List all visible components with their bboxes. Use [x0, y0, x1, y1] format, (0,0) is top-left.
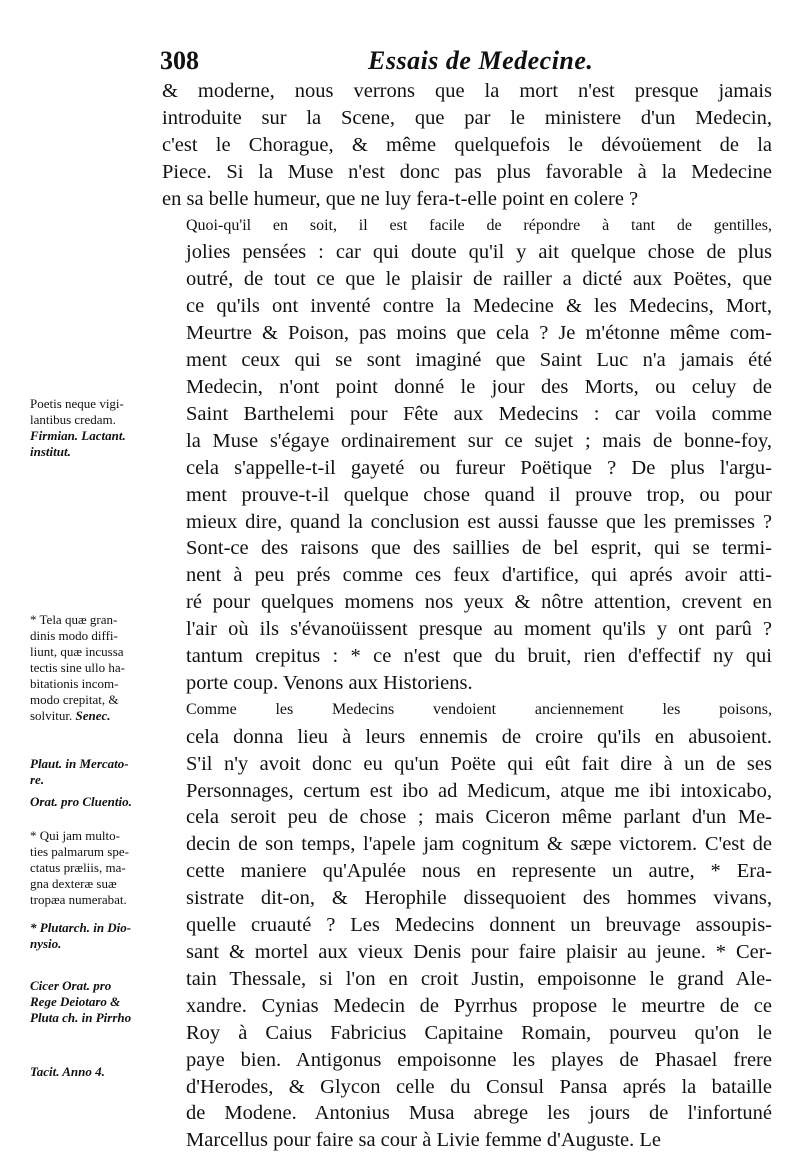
margin-note-line: bitationis incom-	[30, 676, 119, 691]
margin-note-line: ctatus præliis, ma-	[30, 860, 126, 875]
text-line: ce qu'ils ont inventé contre la Medecine & les Medecins, Mort,	[186, 295, 772, 318]
margin-note-line: * Tela quæ gran-	[30, 612, 118, 627]
text-line: Marcellus pour faire sa cour à Livie femme d'Auguste. Le	[186, 1129, 662, 1152]
text-line: ment prouve-t-il quelque chose quand il prouve trop, ou pour	[186, 483, 772, 506]
text-line: xandre. Cynias Medecin de Pyrrhus propose le meurtre de ce	[186, 994, 772, 1017]
page-header	[160, 46, 770, 80]
margin-note-line: solvitur.	[30, 708, 73, 723]
text-line: c'est le Chorague, & même quelquefois le dévoüement de la	[162, 133, 772, 156]
margin-note-line: gna dexteræ suæ	[30, 876, 117, 891]
margin-note	[30, 828, 156, 908]
text-line: decin de son temps, l'apele jam cognitum & sæpe victorem. C'est de	[186, 833, 772, 856]
text-line: porte coup. Venons aux Historiens.	[186, 671, 473, 694]
paragraph	[162, 697, 772, 1154]
paragraph	[162, 213, 772, 697]
text-line: ré pour quelques momens nos yeux & nôtre attention, crevent en	[186, 591, 772, 614]
text-line: cela donna lieu à leurs ennemis de croire qu'ils en abusoient.	[186, 725, 772, 748]
text-line: Comme les Medecins vendoient anciennement les poisons,	[186, 700, 772, 718]
text-line: cela seroit peu de chose ; mais Ciceron même parlant d'un Me-	[186, 806, 772, 829]
text-line: tantum crepitus : * ce n'est que du bruit, rien d'effectif ny qui	[186, 645, 772, 668]
text-line: sistrate dit-on, & Herophile dissequoient des hommes vivans,	[186, 887, 772, 910]
text-line: ment ceux qui se sont imaginé que Saint Luc n'a jamais été	[186, 349, 772, 372]
margin-note	[30, 756, 156, 788]
margin-note	[30, 396, 156, 460]
text-line: & moderne, nous verrons que la mort n'est presque jamais	[162, 80, 772, 102]
margin-note	[30, 794, 156, 810]
margin-note-citation: Pluta ch. in Pirrho	[30, 1010, 132, 1025]
margin-note-line: modo crepitat, &	[30, 692, 119, 707]
text-line: cela s'appelle-t-il gayeté ou fureur Poëtique ? De plus l'argu-	[186, 456, 772, 479]
margin-note-line: liunt, quæ incussa	[30, 644, 124, 659]
text-line: introduite sur la Scene, que par le ministere d'un Medecin,	[162, 106, 772, 129]
margin-note-citation: * Plutarch. in Dio-	[30, 920, 132, 935]
text-line: la Muse s'égaye ordinairement sur ce sujet ; mais de bonne-foy,	[186, 429, 772, 452]
text-line: mieux dire, quand la conclusion est aussi fausse que les premisses ?	[186, 510, 772, 533]
margin-note-citation: re.	[30, 772, 45, 787]
margin-note-citation: Tacit. Anno 4.	[30, 1064, 105, 1079]
margin-note-line: lantibus credam.	[30, 412, 116, 427]
text-line: tain Thessale, si l'on en croit Justin, empoisonne le grand Ale-	[186, 967, 772, 990]
text-line: Quoi-qu'il en soit, il est facile de répondre à tant de gentilles,	[186, 216, 772, 234]
margin-note-citation: Senec.	[75, 708, 111, 723]
margin-note-line: ties palmarum spe-	[30, 844, 129, 859]
margin-note-line: dinis modo diffi-	[30, 628, 118, 643]
text-line: Roy à Caius Fabricius Capitaine Romain, pourveu qu'on le	[186, 1021, 772, 1044]
margin-note-citation: Orat. pro Cluentio.	[30, 794, 132, 809]
text-line: en sa belle humeur, que ne luy fera-t-elle point en colere ?	[162, 187, 639, 210]
text-line: paye bien. Antigonus empoisonne les playes de Phasael frere	[186, 1048, 772, 1071]
margin-note-line: Poetis neque vigi-	[30, 396, 124, 411]
running-head: Essais de Medecine.	[368, 46, 594, 75]
page-number: 308	[160, 46, 199, 75]
margin-note-line: tropæa numerabat.	[30, 892, 127, 907]
text-line: nent à peu prés comme ces feux d'artifice, qui aprés avoir atti-	[186, 564, 772, 587]
text-line: d'Herodes, & Glycon celle du Consul Pansa aprés la bataille	[186, 1075, 772, 1098]
margin-note	[30, 920, 156, 952]
margin-note-citation: Rege Deiotaro &	[30, 994, 121, 1009]
text-line: cette maniere qu'Apulée nous en represente un autre, * Era-	[186, 860, 772, 883]
margin-note-citation: Cicer Orat. pro	[30, 978, 112, 993]
text-line: Personnages, certum est ibo ad Medicum, atque me ibi intoxicabo,	[186, 779, 772, 802]
margin-note	[30, 978, 156, 1026]
text-line: sant & mortel aux vieux Denis pour faire plaisir au jeune. * Cer-	[186, 941, 772, 963]
margin-note-citation: Plaut. in Mercato-	[30, 756, 129, 771]
text-line: Saint Barthelemi pour Fête aux Medecins : car voila comme	[186, 402, 772, 425]
text-line: Medecin, n'ont point donné le jour des Morts, ou celuy de	[186, 375, 772, 398]
margin-note-line: * Qui jam multo-	[30, 828, 120, 843]
text-line: jolies pensées : car qui doute qu'il y ait quelque chose de plus	[186, 241, 772, 264]
body-text	[162, 78, 772, 1154]
margin-note-citation: Firmian. Lactant.	[30, 428, 126, 443]
text-line: Meurtre & Poison, pas moins que cela ? Je m'étonne même com-	[186, 322, 772, 345]
text-line: Sont-ce des raisons que des saillies de bel esprit, qui se termi-	[186, 537, 772, 560]
margin-note-citation: nysio.	[30, 936, 62, 951]
paragraph	[162, 78, 772, 213]
text-line: outré, de tout ce que le plaisir de railler a dicté aux Poëtes, que	[186, 268, 772, 291]
text-line: Piece. Si la Muse n'est donc pas plus favorable à la Medecine	[162, 160, 772, 183]
text-line: S'il n'y avoit donc eu qu'un Poëte qui eût fait dire à un de ses	[186, 752, 772, 775]
margin-note-line: tectis sine ullo ha-	[30, 660, 125, 675]
text-line: de Modene. Antonius Musa abrege les jours de l'infortuné	[186, 1102, 772, 1125]
text-line: l'air où ils s'évanoüissent presque au moment qu'ils y ont parû ?	[186, 618, 772, 641]
text-line: quelle cruauté ? Les Medecins donnent un breuvage assoupis-	[186, 914, 772, 937]
margin-note	[30, 1064, 156, 1080]
margin-note-citation: institut.	[30, 444, 71, 459]
margin-note	[30, 612, 156, 724]
